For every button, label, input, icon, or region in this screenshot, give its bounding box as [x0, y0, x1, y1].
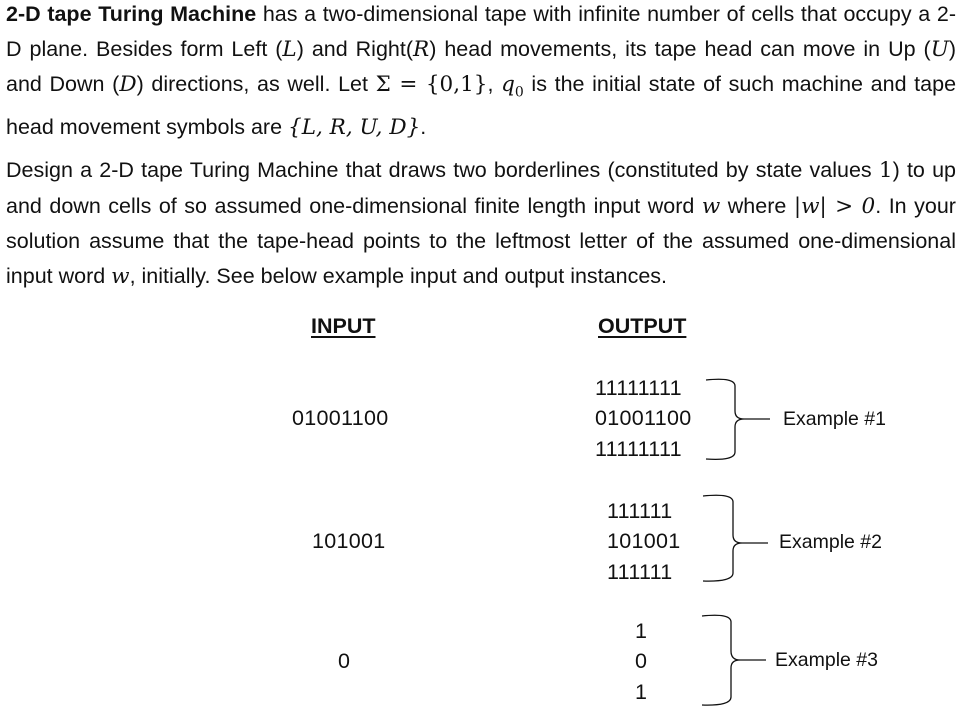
example-2-output-mid: 101001: [607, 529, 681, 553]
p1-text-1: has a two-dimensional tape with infinite number of cells that occupy a 2-D plane. Besides form Left (: [6, 2, 956, 61]
example-2-output-top: 111111: [607, 499, 673, 523]
movement-symbol-set: {L, R, U, D}: [288, 114, 421, 140]
input-column-header: INPUT: [311, 314, 376, 338]
example-3-output-bot: 1: [635, 680, 648, 704]
example-1-label: Example #1: [783, 408, 886, 430]
p2-text-4: . In your solution assume that the tape-head points to the leftmost letter of the assumed one-dimensional input word: [6, 193, 956, 288]
word-symbol-2: w: [111, 263, 130, 289]
p2-text-2: ) to up and down cells of so assumed one-dimensional finite length input word: [6, 158, 957, 218]
p2-text-1: Design a 2-D tape Turing Machine that draws two borderlines (constituted by state values: [6, 158, 879, 182]
example-1-output-top: 11111111: [595, 376, 682, 400]
problem-title: 2-D tape Turing Machine: [6, 2, 257, 26]
state-value-one: 1: [878, 158, 893, 183]
p1-text-7: is the initial state of such machine and tape head movement symbols are: [6, 72, 957, 139]
example-3-input: 0: [338, 649, 351, 673]
example-1-output-bot: 11111111: [595, 437, 682, 461]
p1-text-4: ) and Down (: [6, 36, 956, 96]
p1-text-8: .: [420, 114, 427, 139]
p2-text-5: , initially. See below example input and output instances.: [129, 263, 668, 288]
p1-text-5: ) directions, as well. Let: [136, 72, 376, 96]
symbol-D: D: [119, 72, 137, 97]
p1-text-2: ) and Right(: [296, 36, 414, 61]
output-column-header: OUTPUT: [598, 314, 687, 338]
symbol-L: L: [282, 36, 297, 62]
p2-text-3: where: [720, 193, 794, 218]
symbol-U: U: [930, 36, 949, 62]
example-1-input: 01001100: [292, 406, 389, 430]
example-3-output-mid: 0: [635, 649, 648, 673]
p1-text-6: ,: [487, 72, 502, 96]
alphabet-definition: Σ = {0,1}: [375, 72, 488, 97]
example-2-label: Example #2: [779, 531, 882, 553]
symbol-R: R: [413, 36, 430, 62]
word-length-condition: |w| > 0: [793, 193, 876, 219]
example-3-output-top: 1: [635, 619, 648, 643]
word-symbol: w: [701, 193, 721, 219]
example-2-output-bot: 111111: [607, 560, 673, 584]
example-1-output-mid: 01001100: [595, 406, 692, 430]
p1-text-3: ) head movements, its tape head can move in Up (: [429, 36, 931, 61]
initial-state-symbol: q: [501, 72, 515, 97]
example-3-label: Example #3: [775, 649, 878, 671]
initial-state-subscript: 0: [514, 84, 524, 101]
example-2-input: 101001: [312, 529, 386, 553]
